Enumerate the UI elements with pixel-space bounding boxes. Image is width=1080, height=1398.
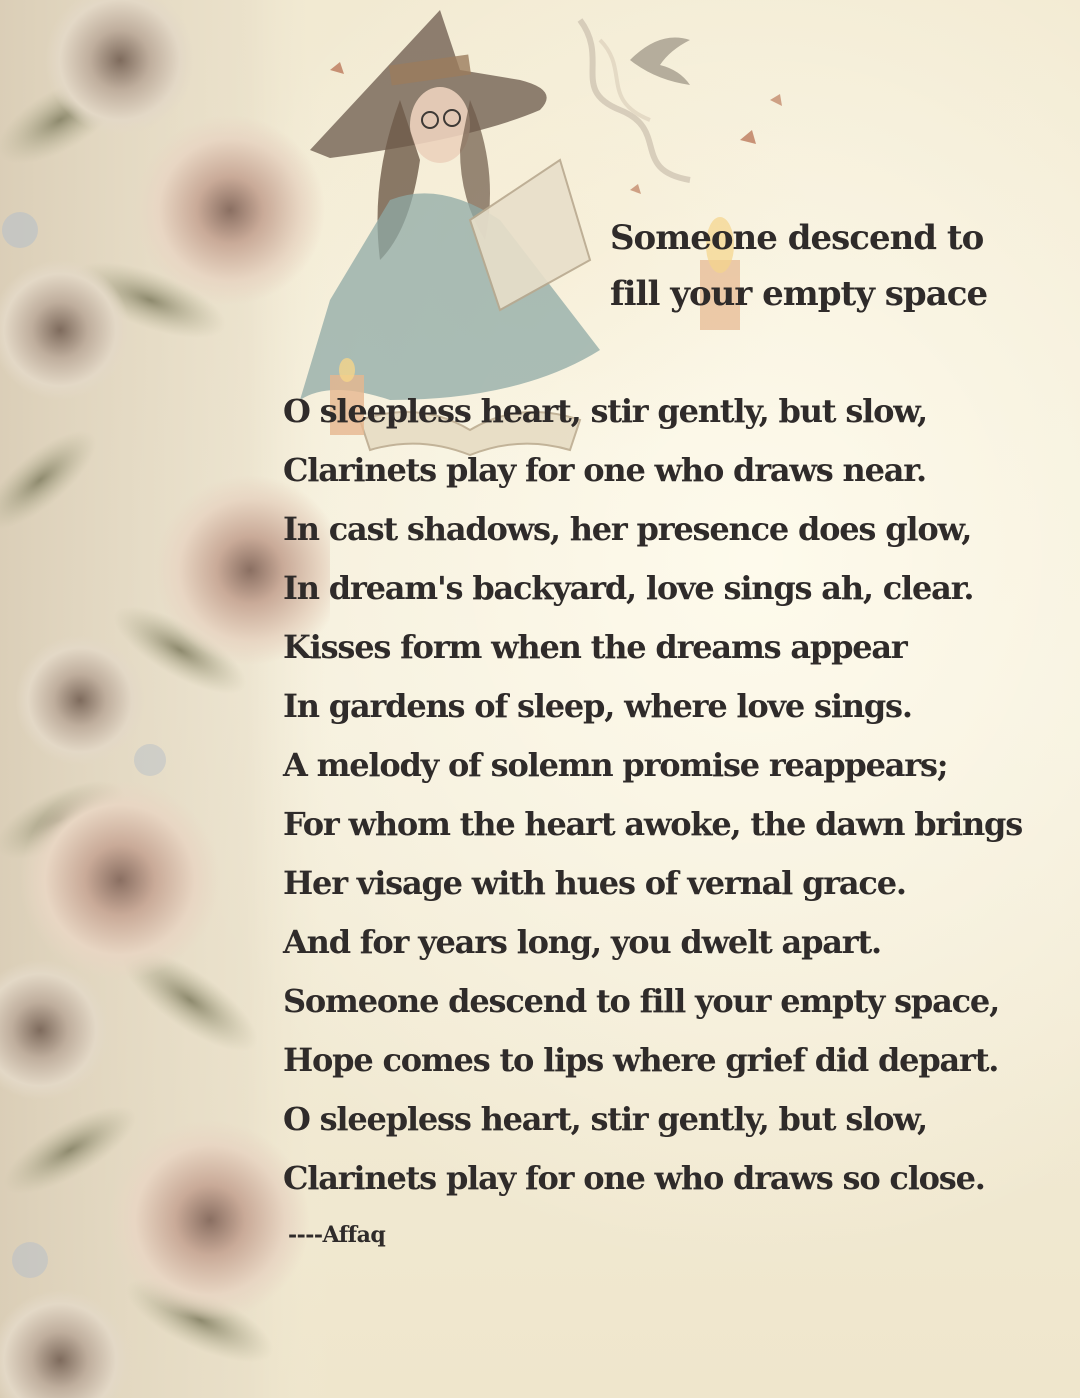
poem-line: Someone descend to fill your empty space, (283, 982, 1000, 1020)
poem-line: In cast shadows, her presence does glow, (283, 510, 972, 548)
poem-line: In gardens of sleep, where love sings. (283, 687, 912, 725)
poem-line: For whom the heart awoke, the dawn brings (283, 805, 1023, 843)
poem-line: Her visage with hues of vernal grace. (283, 864, 906, 902)
poem-title-line-2: fill your empty space (610, 274, 988, 314)
poem-line: In dream's backyard, love sings ah, clear. (283, 569, 974, 607)
poem-title (610, 210, 1030, 322)
poem-line: And for years long, you dwelt apart. (283, 923, 881, 961)
poem-body (283, 382, 1063, 1208)
poem-line: Hope comes to lips where grief did depart. (283, 1041, 999, 1079)
poem-title-line-1: Someone descend to (610, 218, 984, 258)
poem-line: Clarinets play for one who draws near. (283, 451, 926, 489)
poem-line: Kisses form when the dreams appear (283, 628, 907, 666)
poem-line: A melody of solemn promise reappears; (283, 746, 948, 784)
poem-line: O sleepless heart, stir gently, but slow, (283, 1100, 927, 1138)
poem-signature: ----Affaq (288, 1222, 386, 1248)
poem-line: Clarinets play for one who draws so close. (283, 1159, 985, 1197)
poem-line: O sleepless heart, stir gently, but slow, (283, 392, 927, 430)
